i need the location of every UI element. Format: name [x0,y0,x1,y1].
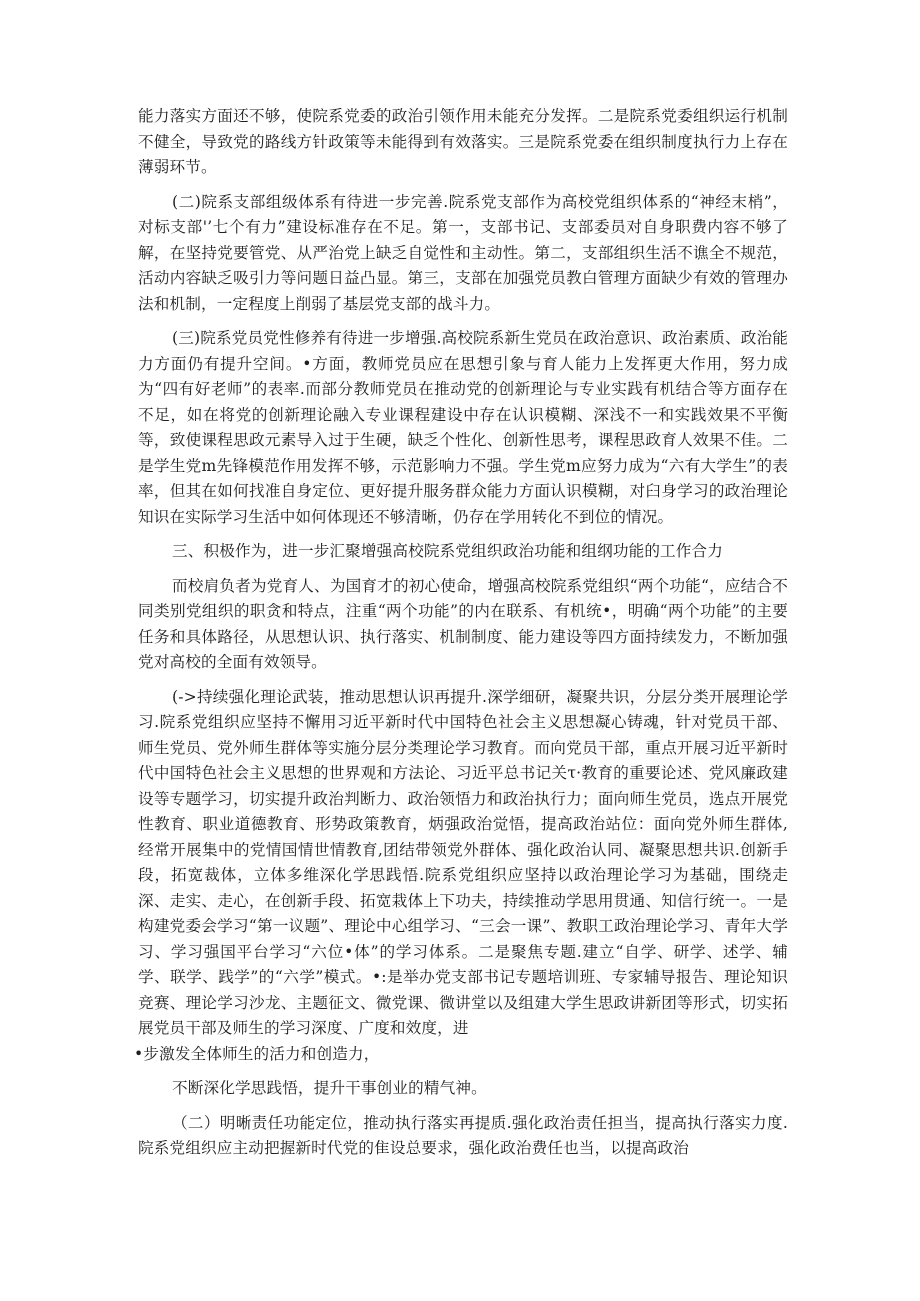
section-heading: 三、积极作为，进一步汇聚增强高校院系党组织政治功能和组纲功能的工作合力 [172,542,724,560]
paragraph-5: (->持续强化理论武装，推动思想认识再提升.深学细研，凝聚共识，分层分类开展理论学习.院系党组织应坚持不懈用习近平新时代中国特色社会主义思想凝心铸魂，针对党员干部、师生党员、党外师生群体等实施分层分类理论学习教育。而向党员干部，重点开展习近平新时代中国特色社会主义思想的世界观和方法论、习近平总书记关τ·教育的重要论述、党风廉政建设等专题学习，切实提升政治判断力、政治领悟力和政治执行力；面向师生党员，选点开展党性教育、职业道德教育、形势政策教育，炳强政治觉悟，提高政治站位：面向党外师生群体,经常开展集中的党情国情世情教育,团结带领党外群体、强化政治认同、凝聚思想共识.创新手段，拓宽裁体，立体多维深化学思践悟.院系党组织应坚持以政治理论学习为基础，围绕走深、走实、走心，在创新手段、拓宽栽体上下功夫，持续推动学思用贯通、知信行统一。一是构建党委会学习“第一议题”、理论中心组学习、“三会一课”、教职工政治理论学习、青年大学习、学习强国平台学习“六位•体”的学习体系。二是聚焦专题.建立“自学、研学、述学、辅学、联学、践学”的“六学”模式。•:是举办党支部书记专题培训班、专家辅导报告、理论知识竞赛、理论学习沙龙、主题征文、微党课、微讲堂以及组建大学生思政讲新团等形式，切实拓展党员干部及师生的学习深度、广度和效度，进 [138,687,788,1037]
paragraph-1: 能力落实方面还不够，使院系党委的政治引领作用未能充分发挥。二是院系党委组织运行机制不健全，导致党的路线方针政策等未能得到有效落实。三是院系党委在组织制度执行力上存在薄弱环节。 [138,107,788,176]
paragraph-3: (三)院系党员党性修养有待进一步增强.高校院系新生党员在政治意识、政治素质、政治能力方面仍有提升空间。•方面，教师党员应在思想引象与育人能力上发挥更大作用，努力成为“四有好老师”的表率.而部分教师党员在推动党的创新理论与专业实践有机结合等方面存在不足，如在将党的创新理论融入专业课程建设中存在认识模糊、深浅不一和实践效果不平衡等，致使课程思政元素导入过于生硬，缺乏个性化、创新性思考，课程思政育人效果不佳。二是学生党m先锋模范作用发挥不够，示范影响力不强。学生党m应努力成为“六有大学生”的表率，但其在如何找准自身定位、更好提升服务群众能力方面认识模糊，对臼身学习的政治理论知识在实际学习生活中如何体现还不够清晰，仍存在学用转化不到位的情况。 [138,329,788,526]
paragraph-6: •步激发全体师生的活力和创造力， [134,1044,380,1063]
paragraph-2: (二)院系支部组级体系有待进一步完善.院系党支部作为高校党组织体系的“神经末梢”，对标支部'’七个有力”建设标准存在不足。第一，支部书记、支部委员对自身职费内容不够了解，在坚持党要管党、从严治党上缺乏自觉性和主动性。第二，支部组织生活不谯全不规范，活动内容缺乏吸引力等问题日益凸显。第三，支部在加强党员教白管理方面缺少有效的管理办法和机制，一定程度上削弱了基层党支部的战斗力。 [138,192,788,313]
document-page [134,104,788,1162]
paragraph-7: 不断深化学思践悟，提升干事创业的精气神。 [172,1079,487,1097]
paragraph-8: （二）明晰责任功能定位，推动执行落实再提质.强化政治责任担当，提高执行落实力度.院系党组织应主动把握新时代党的隹设总要求，强化政治费任也当，以提高政治 [138,1113,788,1157]
paragraph-4: 而校肩负者为党育人、为国育才的初心使命，增强高校院系党组织“两个功能“，应结合不同类别党组织的职贪和特点，注重“两个功能”的内在联系、有机统•，明确“两个功能”的主要任务和具体路径，从思想认识、执行落实、机制制度、能力建设等四方面持续发力，不断加强党对高校的全面有效领导。 [138,576,788,671]
